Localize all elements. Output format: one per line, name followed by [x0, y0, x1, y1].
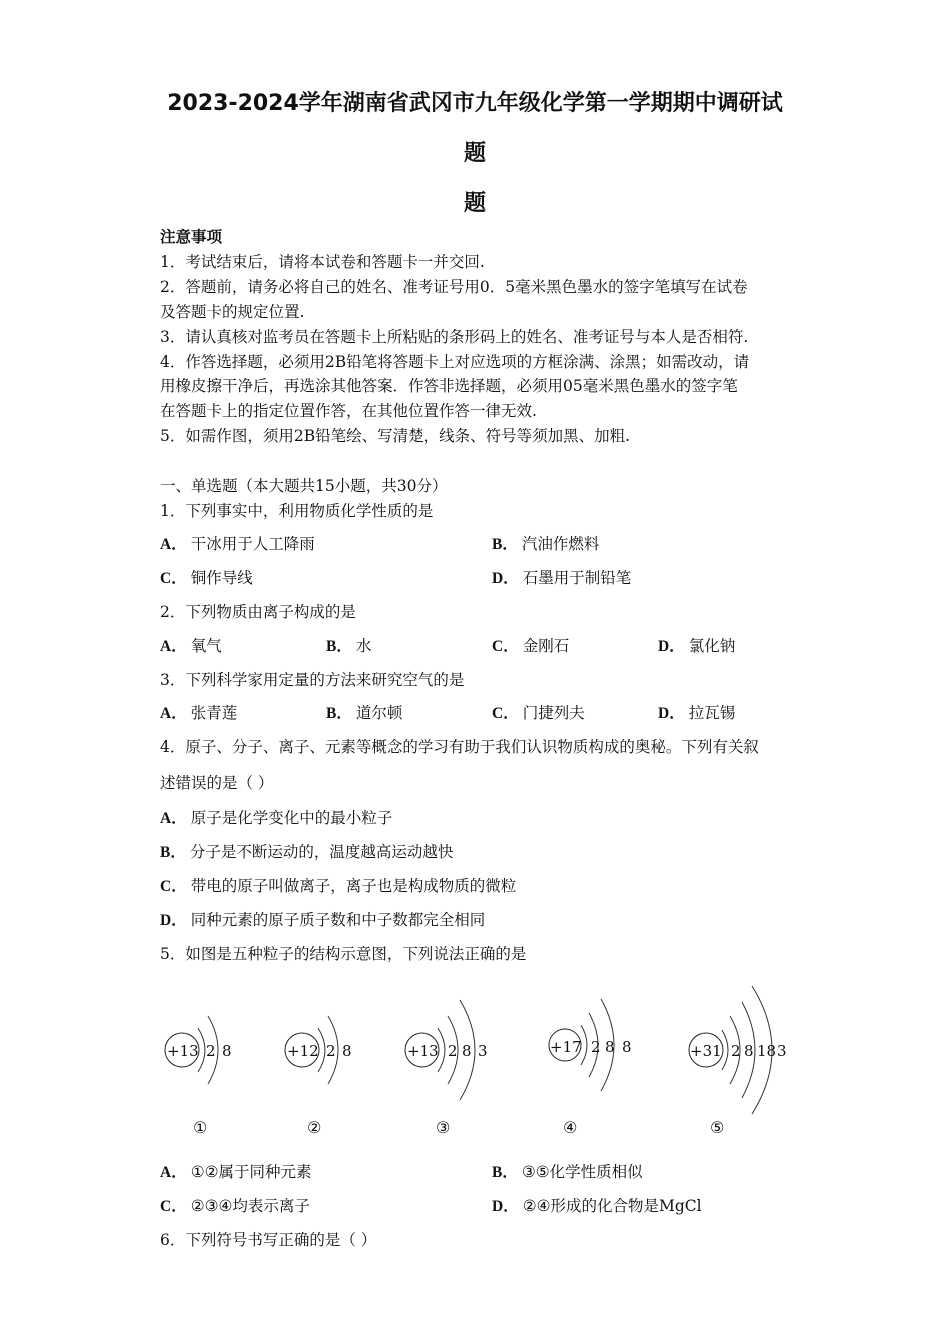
- option-text: 铜作导线: [190, 569, 253, 587]
- nucleus-charge-5: +31: [690, 1042, 722, 1060]
- page-title: 2023-2024学年湖南省武冈市九年级化学第一学期期中调研试: [167, 91, 783, 116]
- question-3-option-a[interactable]: [160, 702, 237, 725]
- shell-electrons-5-1: 2: [731, 1042, 741, 1060]
- shell-electrons-3-2: 8: [462, 1042, 472, 1060]
- question-5-stem: 5．如图是五种粒子的结构示意图，下列说法正确的是: [160, 945, 527, 963]
- notice-item-1: 1．考试结束后，请将本试卷和答题卡一并交回.: [160, 253, 485, 271]
- option-letter: C．: [492, 638, 519, 655]
- option-text: 干冰用于人工降雨: [190, 535, 315, 553]
- shell-electrons-1-2: 8: [222, 1042, 232, 1060]
- option-letter: C．: [160, 570, 187, 587]
- shell-electrons-5-3: 18: [757, 1042, 777, 1060]
- diagram-label-1: ①: [193, 1118, 208, 1137]
- question-3-option-b[interactable]: [326, 702, 402, 725]
- shell-electrons-4-2: 8: [605, 1038, 615, 1056]
- diagram-label-4: ④: [563, 1118, 578, 1137]
- option-text: 同种元素的原子质子数和中子数都完全相同: [190, 911, 486, 929]
- shell-electrons-4-3: 8: [622, 1038, 632, 1056]
- option-text: 张青莲: [190, 704, 238, 722]
- option-letter: A．: [160, 705, 187, 722]
- option-text: 氧气: [190, 637, 222, 655]
- question-4-option-a[interactable]: [160, 807, 392, 830]
- question-4-option-c[interactable]: [160, 875, 516, 898]
- option-text: 门捷列夫: [522, 704, 585, 722]
- option-text: 水: [355, 637, 372, 655]
- notice-heading: 注意事项: [160, 227, 223, 246]
- option-text: ②④形成的化合物是MgCl: [522, 1197, 702, 1215]
- shell-electrons-2-1: 2: [326, 1042, 336, 1060]
- question-3-option-d[interactable]: [658, 702, 735, 725]
- option-letter: D．: [160, 912, 187, 929]
- option-letter: A．: [160, 536, 187, 553]
- option-text: 金刚石: [522, 637, 570, 655]
- question-4-option-d[interactable]: [160, 909, 485, 932]
- option-letter: C．: [492, 705, 519, 722]
- notice-item-5: 5．如需作图，须用2B铅笔绘、写清楚，线条、符号等须加黑、加粗.: [160, 427, 631, 445]
- shell-electrons-3-1: 2: [448, 1042, 458, 1060]
- notice-item-2: 2．答题前，请务必将自己的姓名、准考证号用0．5毫米黑色墨水的签字笔填写在试卷: [160, 278, 748, 296]
- option-text: 石墨用于制铅笔: [522, 569, 632, 587]
- shell-electrons-1-1: 2: [206, 1042, 216, 1060]
- option-text: 道尔顿: [355, 704, 403, 722]
- shell-electrons-5-2: 8: [744, 1042, 754, 1060]
- option-text: 分子是不断运动的，温度越高运动越快: [189, 843, 454, 861]
- question-3-option-c[interactable]: [492, 702, 585, 725]
- option-letter: B．: [492, 536, 518, 553]
- question-4-option-b[interactable]: [160, 841, 453, 864]
- nucleus-charge-4: +17: [550, 1038, 582, 1056]
- question-5-option-a[interactable]: [160, 1161, 312, 1184]
- question-4-stem-cont: 述错误的是（ ）: [160, 774, 274, 792]
- option-letter: A．: [160, 638, 187, 655]
- option-letter: B．: [492, 1164, 518, 1181]
- notice-item-4: 4．作答选择题，必须用2B铅笔将答题卡上对应选项的方框涂满、涂黑；如需改动，请: [160, 353, 750, 371]
- option-letter: D．: [658, 705, 685, 722]
- option-text: 带电的原子叫做离子，离子也是构成物质的微粒: [190, 877, 517, 895]
- question-1-stem: 1．下列事实中，利用物质化学性质的是: [160, 502, 434, 520]
- option-letter: B．: [160, 844, 186, 861]
- shell-electrons-3-3: 3: [478, 1042, 488, 1060]
- option-text: 原子是化学变化中的最小粒子: [190, 809, 393, 827]
- question-1-option-a[interactable]: [160, 533, 315, 556]
- option-letter: C．: [160, 1198, 187, 1215]
- shell-electrons-5-4: 3: [777, 1042, 787, 1060]
- question-6-stem: 6．下列符号书写正确的是（ ）: [160, 1231, 377, 1249]
- question-1-option-d[interactable]: [492, 567, 631, 590]
- shell-electrons-2-2: 8: [342, 1042, 352, 1060]
- question-2-option-b[interactable]: [326, 635, 371, 658]
- question-3-stem: 3．下列科学家用定量的方法来研究空气的是: [160, 671, 465, 689]
- notice-item-4-cont2: 在答题卡上的指定位置作答，在其他位置作答一律无效.: [160, 402, 537, 420]
- option-letter: B．: [326, 705, 352, 722]
- option-text: 氯化钠: [688, 637, 736, 655]
- nucleus-charge-3: +13: [407, 1042, 439, 1060]
- diagram-label-3: ③: [436, 1118, 451, 1137]
- option-text: 汽油作燃料: [521, 535, 600, 553]
- page-title-repeat: 题: [463, 191, 486, 216]
- question-4-stem: 4．原子、分子、离子、元素等概念的学习有助于我们认识物质构成的奥秘。下列有关叙: [160, 738, 759, 756]
- option-letter: B．: [326, 638, 352, 655]
- option-text: 拉瓦锡: [688, 704, 736, 722]
- diagram-label-2: ②: [307, 1118, 322, 1137]
- option-letter: C．: [160, 878, 187, 895]
- option-letter: A．: [160, 810, 187, 827]
- option-text: ②③④均表示离子: [190, 1197, 310, 1215]
- page-title-continued: 题: [463, 141, 486, 166]
- option-letter: D．: [492, 1198, 519, 1215]
- notice-item-4-cont: 用橡皮擦干净后，再选涂其他答案．作答非选择题，必须用05毫米黑色墨水的签字笔: [160, 377, 738, 395]
- question-2-option-d[interactable]: [658, 635, 735, 658]
- section-heading: 一、单选题（本大题共15小题，共30分）: [160, 477, 448, 495]
- nucleus-charge-1: +13: [167, 1042, 199, 1060]
- notice-item-2-cont: 及答题卡的规定位置.: [160, 303, 305, 321]
- question-1-option-b[interactable]: [492, 533, 599, 556]
- option-letter: D．: [492, 570, 519, 587]
- question-2-option-c[interactable]: [492, 635, 569, 658]
- question-5-option-b[interactable]: [492, 1161, 643, 1184]
- question-5-option-c[interactable]: [160, 1195, 310, 1218]
- option-text: ①②属于同种元素: [190, 1163, 312, 1181]
- question-5-option-d[interactable]: [492, 1195, 702, 1218]
- shell-electrons-4-1: 2: [591, 1038, 601, 1056]
- question-2-stem: 2．下列物质由离子构成的是: [160, 603, 356, 621]
- notice-item-3: 3．请认真核对监考员在答题卡上所粘贴的条形码上的姓名、准考证号与本人是否相符.: [160, 328, 749, 346]
- option-letter: A．: [160, 1164, 187, 1181]
- question-2-option-a[interactable]: [160, 635, 222, 658]
- question-1-option-c[interactable]: [160, 567, 253, 590]
- option-text: ③⑤化学性质相似: [521, 1163, 643, 1181]
- diagram-label-5: ⑤: [710, 1118, 725, 1137]
- option-letter: D．: [658, 638, 685, 655]
- nucleus-charge-2: +12: [287, 1042, 319, 1060]
